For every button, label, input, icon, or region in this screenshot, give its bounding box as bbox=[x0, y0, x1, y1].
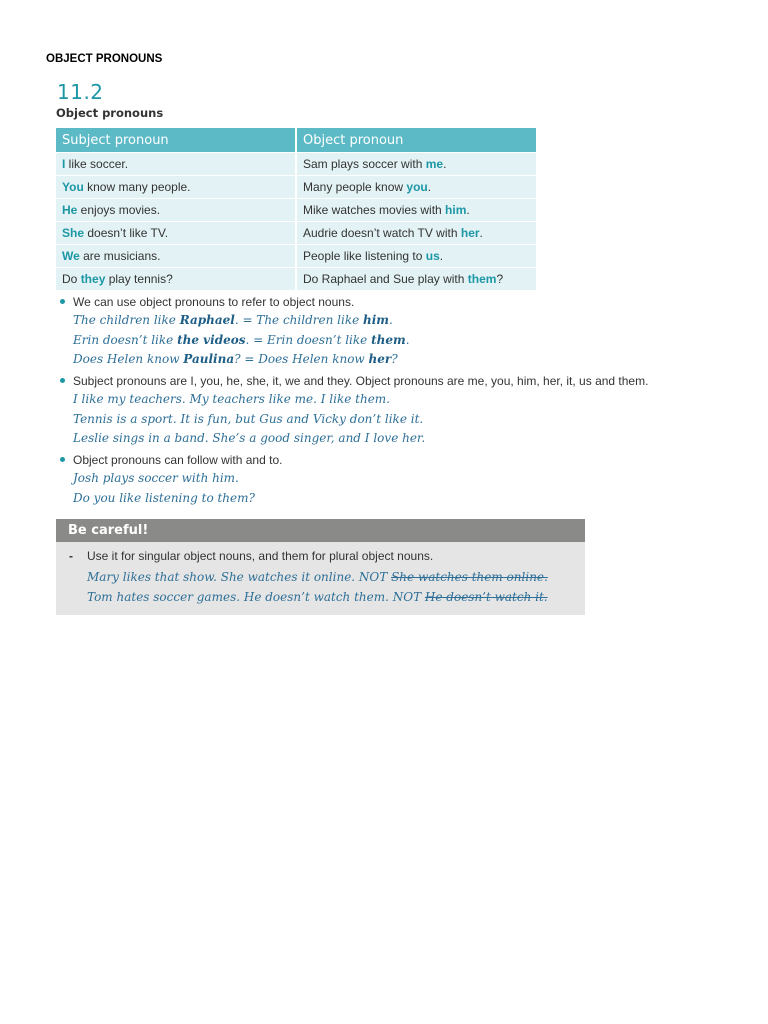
object-cell: Audrie doesn’t watch TV with her. bbox=[296, 222, 536, 245]
bullet-section-3 bbox=[60, 451, 660, 508]
table-row bbox=[56, 268, 536, 291]
bullet-point: Object pronouns can follow with and to. bbox=[60, 451, 660, 469]
careful-example: Tom hates soccer games. He doesn’t watch them. NOT He doesn’t watch it. bbox=[87, 590, 548, 604]
object-cell: Many people know you. bbox=[296, 176, 536, 199]
subject-cell: Do they play tennis? bbox=[56, 268, 296, 291]
subject-cell: I like soccer. bbox=[56, 153, 296, 176]
subject-pronoun-header: Subject pronoun bbox=[56, 128, 296, 153]
subject-cell: You know many people. bbox=[56, 176, 296, 199]
bullet-dot-icon bbox=[60, 378, 65, 383]
subject-cell: He enjoys movies. bbox=[56, 199, 296, 222]
table-header-row bbox=[56, 128, 536, 153]
object-cell: Sam plays soccer with me. bbox=[296, 153, 536, 176]
table-row bbox=[56, 245, 536, 268]
bullet-section-2 bbox=[60, 372, 660, 449]
wrong-example: She watches them online. bbox=[391, 570, 548, 584]
example-sentence: Erin doesn’t like the videos. = Erin doesn’t like them. bbox=[73, 332, 410, 347]
example-sentence: Tennis is a sport. It is fun, but Gus and Vicky don’t like it. bbox=[73, 411, 424, 426]
example-sentence: Josh plays soccer with him. bbox=[73, 471, 239, 485]
be-careful-title: Be careful! bbox=[56, 519, 585, 542]
example-sentence: I like my teachers. My teachers like me. I like them. bbox=[73, 392, 390, 406]
example-sentence: Does Helen know Paulina? = Does Helen know her? bbox=[73, 352, 398, 366]
table-row bbox=[56, 153, 536, 176]
object-cell: Mike watches movies with him. bbox=[296, 199, 536, 222]
unit-subtitle: Object pronouns bbox=[56, 106, 164, 120]
table-row bbox=[56, 222, 536, 245]
bullet-point: Subject pronouns are I, you, he, she, it, we and they. Object pronouns are me, you, him, her, it, us and them. bbox=[60, 372, 660, 390]
subject-cell: We are musicians. bbox=[56, 245, 296, 268]
unit-number: 11.2 bbox=[57, 80, 104, 104]
object-cell: Do Raphael and Sue play with them? bbox=[296, 268, 536, 291]
bullet-point: We can use object pronouns to refer to object nouns. bbox=[60, 293, 660, 311]
subject-cell: She doesn’t like TV. bbox=[56, 222, 296, 245]
example-sentence: The children like Raphael. = The children like him. bbox=[73, 313, 393, 327]
dash-icon: - bbox=[69, 549, 73, 563]
careful-rule: - Use it for singular object nouns, and them for plural object nouns. bbox=[56, 545, 585, 567]
table-row bbox=[56, 199, 536, 222]
pronoun-table bbox=[56, 128, 536, 290]
bullet-section-1 bbox=[60, 293, 660, 370]
be-careful-box bbox=[56, 519, 585, 615]
example-sentence: Do you like listening to them? bbox=[73, 490, 255, 505]
bullet-dot-icon bbox=[60, 457, 65, 462]
table-row bbox=[56, 176, 536, 199]
document-title: OBJECT PRONOUNS bbox=[46, 53, 163, 65]
bullet-dot-icon bbox=[60, 299, 65, 304]
example-sentence: Leslie sings in a band. She’s a good singer, and I love her. bbox=[73, 431, 426, 445]
wrong-example: He doesn’t watch it. bbox=[424, 590, 548, 604]
careful-example: Mary likes that show. She watches it online. NOT She watches them online. bbox=[87, 570, 548, 584]
object-pronoun-header: Object pronoun bbox=[296, 128, 536, 153]
object-cell: People like listening to us. bbox=[296, 245, 536, 268]
